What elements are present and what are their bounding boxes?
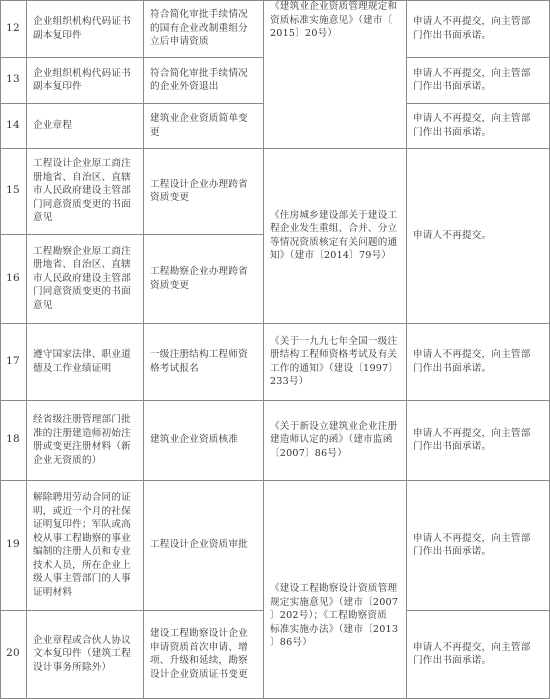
exempt-material: 工程设计企业原工商注 册地省、自治区、直辖 市人民政府建设主管部 门同意资质变更的书面 意见 (33, 158, 131, 224)
approval-matter: 建筑业企业资质核准 (150, 434, 239, 446)
handling-method: 申请人不再提交，向主管部 门作出书面承诺。 (413, 641, 531, 666)
handling-method: 申请人不再提交，向主管部 门作出书面承诺。 (413, 67, 531, 92)
exempt-material: 企业组织机构代码证书 副本复印件 (33, 16, 131, 41)
exempt-material: 企业章程或合伙人协议 文本复印件（建筑工程 设计事务所除外） (33, 634, 131, 673)
exempt-material: 解除聘用劳动合同的证 明，或近一个月的社保 证明复印件；军队或高 校从事工程勘察的事业 编制的注册人员和专业 技术人员，所在企业上 级人事主管部门的人事 证明材料 (33, 492, 131, 598)
row-number: 14 (6, 118, 20, 131)
row-number: 13 (6, 73, 20, 86)
approval-matter: 建筑业企业资质简单变 更 (150, 113, 248, 138)
handling-method: 申请人不再提交，向主管部 门作出书面承诺。 (413, 427, 531, 452)
exempt-material: 经省级注册管理部门批 准的注册建造师初始注 册或变更注册材料（新 企业无资质的） (33, 414, 131, 466)
approval-matter: 一级注册结构工程师资 格考试报名 (150, 349, 248, 374)
exempt-material: 企业组织机构代码证书 副本复印件 (33, 67, 131, 92)
handling-method: 申请人不再提交，向主管部 门作出书面承诺。 (413, 113, 531, 138)
row-number: 19 (6, 538, 20, 551)
row-number: 18 (6, 433, 20, 446)
handling-method: 申请人不再提交，向主管部 门作出书面承诺。 (413, 16, 531, 41)
row-number: 15 (6, 184, 20, 197)
merged-policy: 《住房城乡建设部关于建设工 程企业发生重组、合并、分立 等情况资质核定有关问题的通 知》（建市〔2014〕79号） (270, 209, 398, 261)
handling-method: 申请人不再提交。 (413, 229, 492, 241)
row-number: 12 (6, 21, 20, 34)
row-number: 16 (6, 271, 20, 284)
approval-matter: 符合简化审批手续情况 的国有企业改制重组分 立后申请资质 (150, 9, 248, 48)
handling-method: 申请人不再提交，向主管部 门作出书面承诺。 (413, 532, 531, 557)
approval-matter: 符合简化审批手续情况 的企业外资退出 (150, 67, 248, 92)
row-number: 20 (6, 647, 20, 660)
approval-matter: 工程设计企业办理跨省 资质变更 (150, 178, 248, 203)
row-number: 17 (6, 354, 20, 367)
policy-basis: 《关于一九九七年全国一级注 册结构工程师资格考试及有关 工作的通知》（建设〔1997〕 233号） (270, 335, 399, 387)
exempt-material: 工程勘察企业原工商注 册地省、自治区、直辖 市人民政府建设主管部 门同意资质变更的书面 意见 (33, 245, 131, 311)
exempt-material: 遵守国家法律、职业道 德及工作业绩证明 (33, 349, 131, 374)
approval-matter: 工程勘察企业办理跨省 资质变更 (150, 266, 248, 291)
exempt-material: 企业章程 (33, 119, 73, 131)
merged-policy: 《建筑业企业资质管理规定和 资质标准实施意见》（建市〔 2015〕20号） (270, 1, 398, 39)
policy-basis: 《关于新设立建筑业企业注册 建造师认定的函》（建市监函 〔2007〕86号） (270, 420, 398, 459)
handling-method: 申请人不再提交，向主管部 门作出书面承诺。 (413, 349, 531, 374)
approval-matter: 工程设计企业资质审批 (150, 539, 248, 551)
approval-matter: 建设工程勘察设计企业 申请资质首次申请、增 项、升级和延续，勘察 设计企业资质证书变更 (150, 628, 248, 680)
merged-policy: 《建设工程勘察设计资质管理 规定实施意见》（建市〔2007 〕202号）；《工程勘察资质 标准实施办法》（建市〔2013 〕86号） (270, 583, 399, 648)
